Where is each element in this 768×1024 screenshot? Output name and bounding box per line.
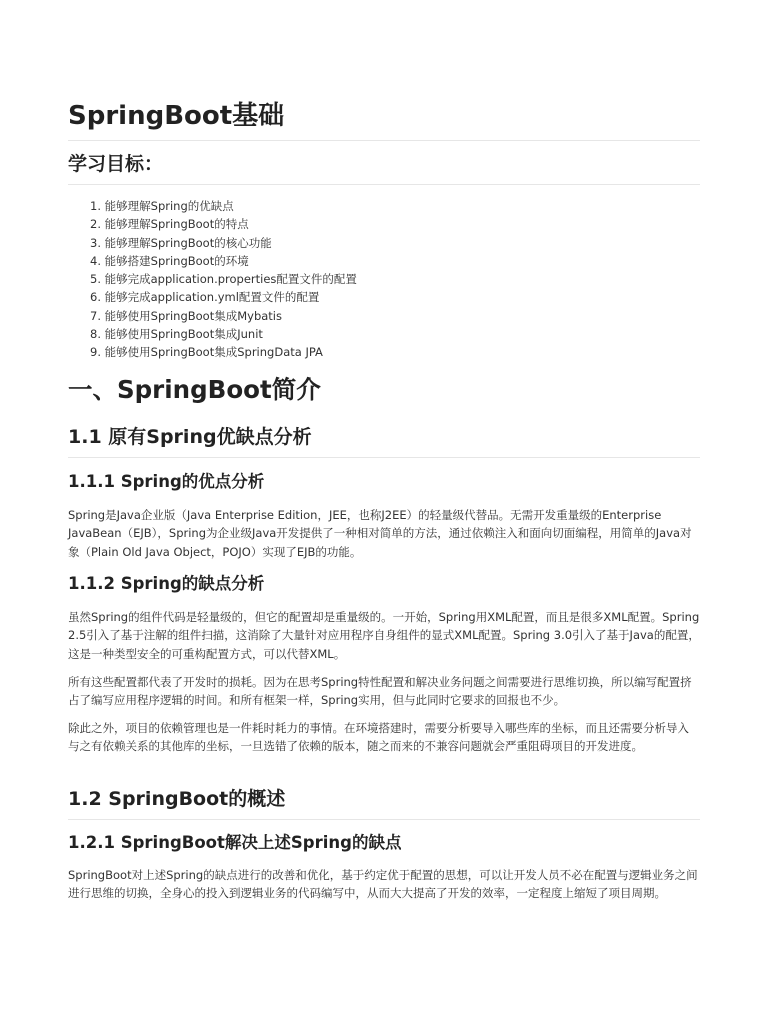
goals-list	[68, 197, 357, 362]
subsection-heading: 1.1.2 Spring的缺点分析	[68, 574, 265, 593]
list-item: 2. 能够理解SpringBoot的特点	[90, 217, 249, 232]
paragraph: 虽然Spring的组件代码是轻量级的，但它的配置却是重量级的。一开始，Spring用XML配置，而且是很多XML配置。Spring 2.5引入了基于注解的组件扫描，这消除了大量针对应用程序自身组件的显式XML配置。Spring 3.0引入了基于Java的配置，这是一种类型安全的可重构配置方式，可以代替XML。	[68, 610, 700, 661]
subsection-heading: 1.2.1 SpringBoot解决上述Spring的缺点	[68, 833, 402, 852]
paragraph: 除此之外，项目的依赖管理也是一件耗时耗力的事情。在环境搭建时，需要分析要导入哪些库的坐标，而且还需要分析导入与之有依赖关系的其他库的坐标，一旦选错了依赖的版本，随之而来的不兼容问题就会严重阻碍项目的开发进度。	[68, 721, 689, 754]
list-item: 4. 能够搭建SpringBoot的环境	[90, 253, 249, 268]
section-heading: 1.2 SpringBoot的概述	[68, 788, 286, 810]
subsection-heading: 1.1.1 Spring的优点分析	[68, 472, 265, 491]
goals-heading: 学习目标：	[68, 153, 164, 175]
section-heading: 1.1 原有Spring优缺点分析	[68, 426, 312, 448]
list-item: 1. 能够理解Spring的优缺点	[90, 199, 234, 213]
document-title: SpringBoot基础	[68, 101, 285, 131]
section-divider	[68, 457, 700, 458]
paragraph: SpringBoot对上述Spring的缺点进行的改善和优化，基于约定优于配置的思想，可以让开发人员不必在配置与逻辑业务之间进行思维的切换，全身心的投入到逻辑业务的代码编写中，从而大大提高了开发的效率，一定程度上缩短了项目周期。	[68, 868, 698, 901]
list-item: 7. 能够使用SpringBoot集成Mybatis	[90, 308, 282, 323]
list-item: 6. 能够完成application.yml配置文件的配置	[90, 290, 320, 305]
part-heading: 一、SpringBoot简介	[68, 375, 321, 404]
list-item: 5. 能够完成application.properties配置文件的配置	[90, 272, 357, 287]
goals-divider	[68, 184, 700, 185]
paragraph: Spring是Java企业版（Java Enterprise Edition，JEE，也称J2EE）的轻量级代替品。无需开发重量级的Enterprise JavaBean（EJB），Spring为企业级Java开发提供了一种相对简单的方法，通过依赖注入和面向切面编程，用简单的Java对象（Plain Old Java Object，POJO）实现了EJB的功能。	[68, 508, 692, 559]
section-divider	[68, 819, 700, 820]
list-item: 8. 能够使用SpringBoot集成Junit	[90, 327, 263, 342]
list-item: 3. 能够理解SpringBoot的核心功能	[90, 235, 272, 250]
list-item: 9. 能够使用SpringBoot集成SpringData JPA	[90, 345, 323, 360]
paragraph: 所有这些配置都代表了开发时的损耗。因为在思考Spring特性配置和解决业务问题之间需要进行思维切换，所以编写配置挤占了编写应用程序逻辑的时间。和所有框架一样，Spring实用，但与此同时它要求的回报也不少。	[68, 675, 692, 708]
title-divider	[68, 140, 700, 141]
